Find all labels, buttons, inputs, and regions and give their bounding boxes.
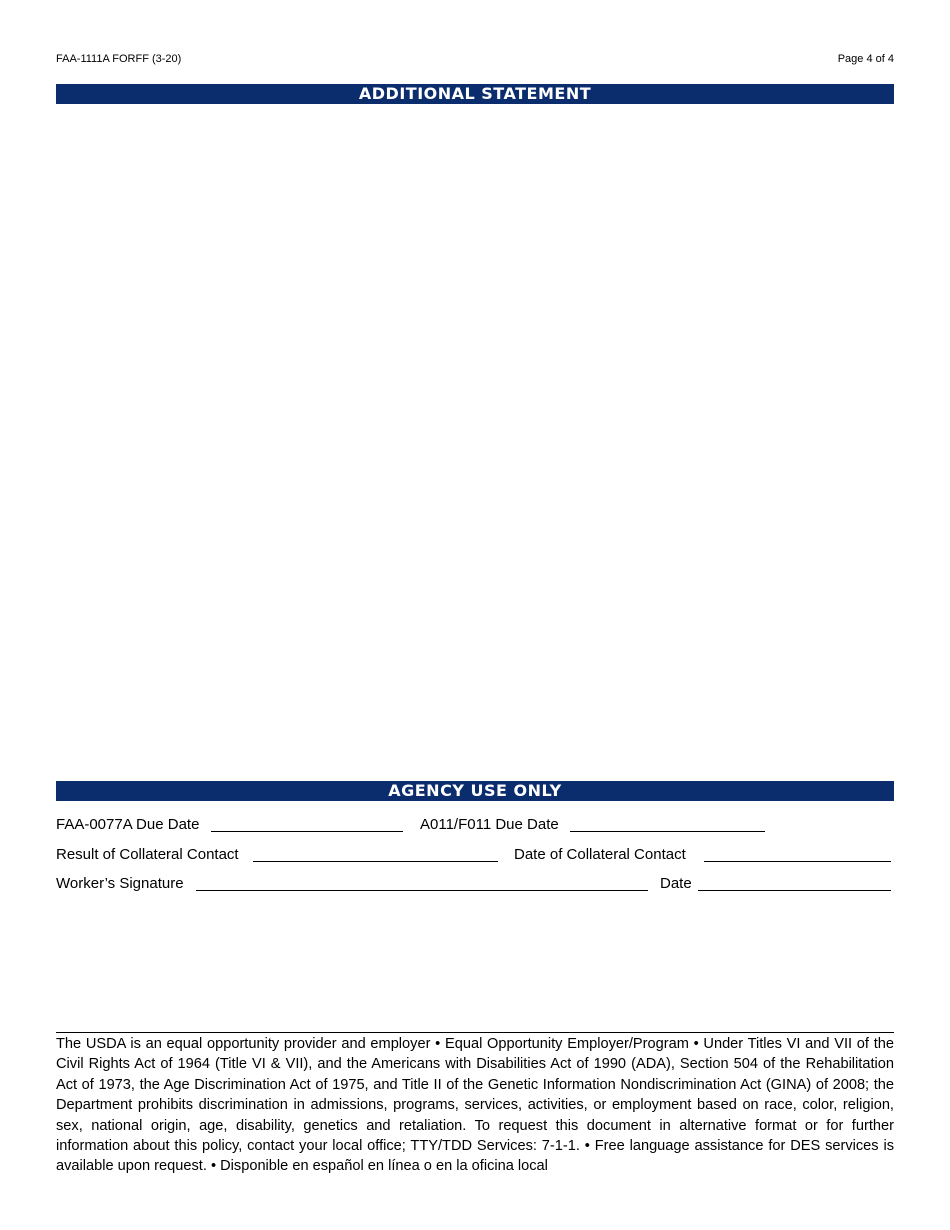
form-id: FAA-1111A FORFF (3-20): [56, 53, 182, 65]
worker-signature-label: Worker’s Signature: [56, 875, 184, 892]
a011-due-date-field[interactable]: [570, 831, 765, 832]
collateral-row: [56, 846, 894, 866]
nondiscrimination-notice: The USDA is an equal opportunity provider and employer • Equal Opportunity Employer/Program • Under Titles VI and VII of the Civil Rights Act of 1964 (Title VI & VII), and the Americans with Disabilities Act of 1990 (ADA), Section 504 of the Rehabilitation Act of 1973, the Age Discrimination Act of 1975, and Title II of the Genetic Information Nondiscrimination Act (GINA) of 2008; the Department prohibits discrimination in admissions, programs, services, activities, or employment based on race, color, religion, sex, national origin, age, disability, genetics and retaliation. To request this document in alternative format or for further information about this policy, contact your local office; TTY/TDD Services: 7-1-1. • Free language assistance for DES services is available upon request. • Disponible en español en línea o en la oficina local: [56, 1036, 894, 1175]
additional-statement-field[interactable]: [56, 105, 894, 775]
due-dates-row: [56, 816, 894, 836]
worker-signature-field[interactable]: [196, 890, 648, 891]
faa-due-date-label: FAA-0077A Due Date: [56, 816, 200, 833]
signature-date-label: Date: [660, 875, 692, 892]
a011-due-date-label: A011/F011 Due Date: [420, 816, 559, 833]
faa-due-date-field[interactable]: [211, 831, 403, 832]
collateral-date-field[interactable]: [704, 861, 891, 862]
additional-statement-header: ADDITIONAL STATEMENT: [56, 84, 894, 104]
footer-divider: [56, 1032, 894, 1033]
signature-date-field[interactable]: [698, 890, 891, 891]
agency-use-only-header: AGENCY USE ONLY: [56, 781, 894, 801]
collateral-result-field[interactable]: [253, 861, 498, 862]
signature-row: [56, 875, 894, 895]
collateral-result-label: Result of Collateral Contact: [56, 846, 239, 863]
collateral-date-label: Date of Collateral Contact: [514, 846, 686, 863]
page-number: Page 4 of 4: [837, 53, 894, 65]
